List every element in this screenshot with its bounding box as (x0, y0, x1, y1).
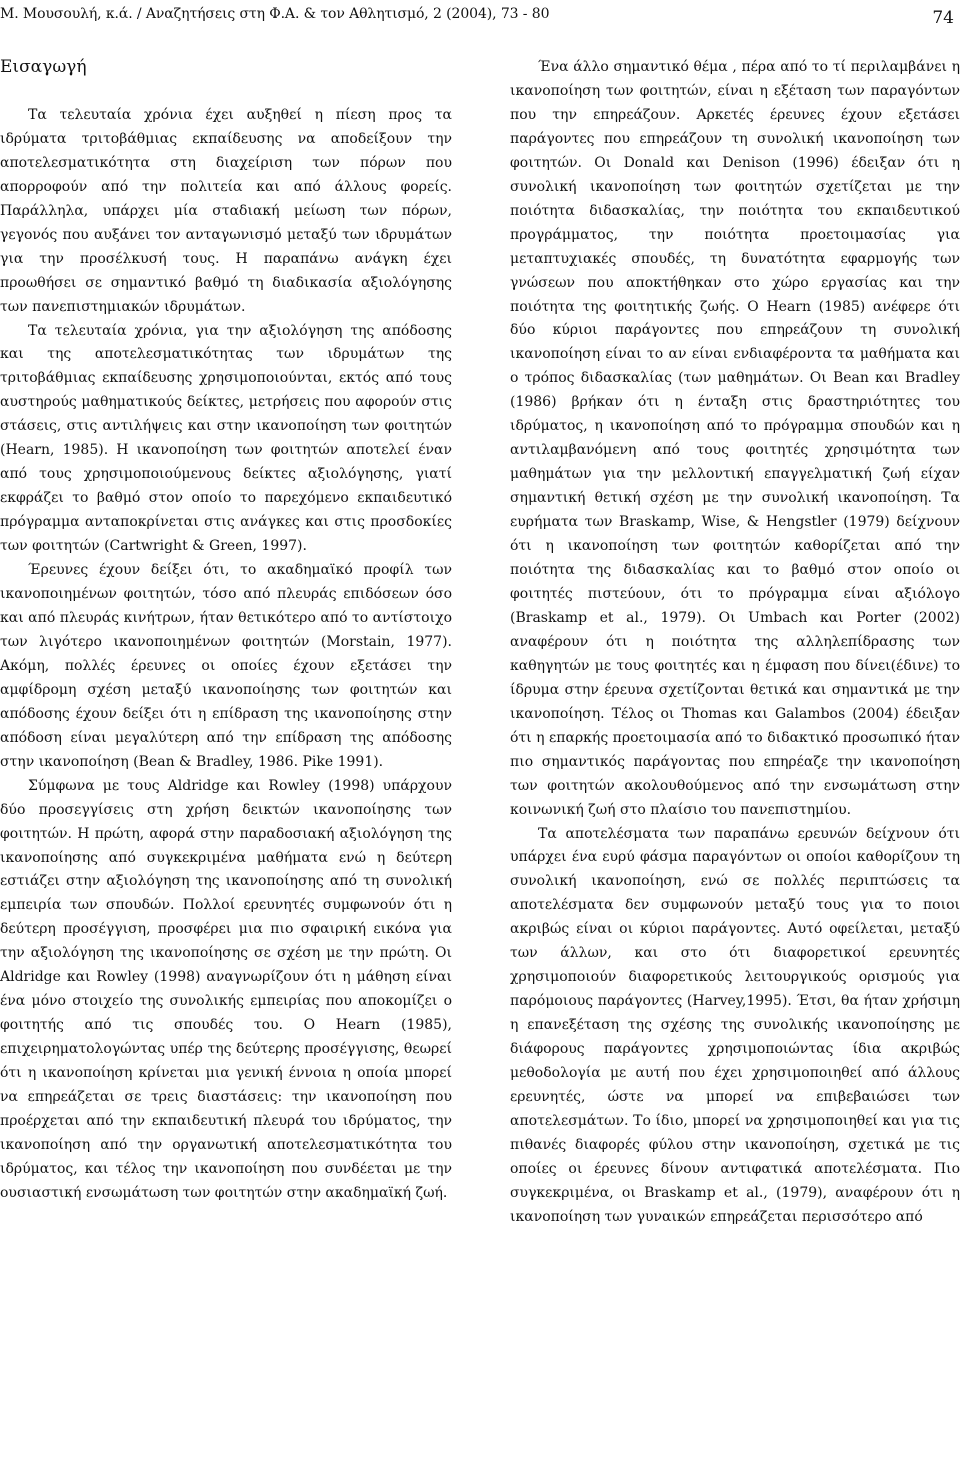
left-column (0, 56, 452, 1206)
paragraph: Τα αποτελέσματα των παραπάνω ερευνών δείχνουν ότι υπάρχει ένα ευρύ φάσμα παραγόντων οι οποίοι καθορίζουν τη συνολική ικανοποίηση, ενώ σε πολλές περιπτώσεις τα αποτελέσματα δεν συμφωνούν μεταξύ τους για το ποιοι ακριβώς είναι οι κύριοι παράγοντες. Αυτό οφείλεται, μεταξύ των άλλων, και στο ότι διαφορετικοί ερευνητές χρησιμοποιούν διαφορετικούς λειτουργικούς ορισμούς για παρόμοιους παράγοντες (Harvey,1995). Έτσι, θα ήταν χρήσιμη η επανεξέταση της σχέσης της συνολικής ικανοποίησης με διάφορους παράγοντες χρησιμοποιώντας ίδια ακριβώς μεθοδολογία με αυτή που έχει χρησιμοποιηθεί από άλλους ερευνητές, ώστε να μπορεί να επιβεβαιώσει των αποτελεσμάτων. Το ίδιο, μπορεί να χρησιμοποιηθεί και για τις πιθανές διαφορές φύλου στην ικανοποίηση, σχετικά με τις οποίες οι έρευνες δίνουν αντιφατικά αποτελέσματα. Πιο συγκεκριμένα, οι Braskamp et al., (1979), αναφέρουν ότι η ικανοποίηση των γυναικών επηρεάζεται περισσότερο από (510, 825, 960, 1225)
paragraph: Τα τελευταία χρόνια, για την αξιολόγηση της απόδοσης και της αποτελεσματικότητας των ιδρυμάτων της τριτοβάθμιας εκπαίδευσης χρησιμοποιούνται, εκτός από τους αυστηρούς μαθηματικούς δείκτες, μετρήσεις που αφορούν στις στάσεις, στις αντιλήψεις και στην ικανοποίηση των φοιτητών (Hearn, 1985). Η ικανοποίηση των φοιτητών αποτελεί έναν από τους χρησιμοποιούμενους δείκτες αξιολόγησης, γιατί εκφράζει το βαθμό στον οποίο το παρεχόμενο εκπαιδευτικό πρόγραμμα ανταποκρίνεται στις ανάγκες και στις προσδοκίες των φοιτητών (Cartwright & Green, 1997). (0, 322, 452, 555)
running-title: Μ. Μουσουλή, κ.ά. / Αναζητήσεις στη Φ.Α. & τον Αθλητισμό, 2 (2004), 73 - 80 (0, 6, 550, 22)
right-column (510, 56, 960, 1230)
page-number: 74 (932, 8, 954, 28)
paragraph: Ένα άλλο σημαντικό θέμα , πέρα από το τί περιλαμβάνει η ικανοποίηση των φοιτητών, είναι η εξέταση των παραγόντων που την επηρεάζουν. Αρκετές έρευνες έχουν εξετάσει παράγοντες που επηρεάζουν τη συνολική ικανοποίηση των φοιτητών. Οι Donald και Denison (1996) έδειξαν ότι η συνολική ικανοποίηση των φοιτητών σχετίζεται με την ποιότητα διδασκαλίας, την ποιότητα του εκπαιδευτικού προγράμματος, την ποιότητα προετοιμασίας για μεταπτυχιακές σπουδές, τη δυνατότητα εφαρμογής των γνώσεων που αποκτήθηκαν στο χώρο εργασίας και την ποιότητα της φοιτητικής ζωής. Ο Hearn (1985) ανέφερε ότι δύο κύριοι παράγοντες που επηρεάζουν τη συνολική ικανοποίηση είναι το αν είναι ενδιαφέροντα τα μαθήματα και ο τρόπος διδασκαλίας (των μαθημάτων. Οι Bean και Bradley (1986) βρήκαν ότι η ένταξη στις δραστηριότητες του ιδρύματος, η ικανοποίηση από το πρόγραμμα σπουδών και η αντιλαμβανόμενη από τους φοιτητές χρησιμότητα των μαθημάτων για την μελλοντική επαγγελματική ζωή είχαν σημαντική θετική σχέση με την συνολική ικανοποίηση. Τα ευρήματα των Braskamp, Wise, & Hengstler (1979) δείχνουν ότι η ικανοποίηση των φοιτητών καθορίζεται από την ποιότητα της διδασκαλίας και το βαθμό στον οποίο οι φοιτητές πιστεύουν, ότι το πρόγραμμα είναι αξιόλογο (Braskamp et al., 1979). Οι Umbach και Porter (2002) αναφέρουν ότι η ποιότητα της αλληλεπίδρασης των καθηγητών με τους φοιτητές και η έμφαση που δίνει(έδινε) το ίδρυμα στην έρευνα σχετίζονται θετικά και σημαντικά με την ικανοποίηση. Τέλος οι Thomas και Galambos (2004) έδειξαν ότι η επαρκής προετοιμασία από το διδακτικό προσωπικό ήταν πιο σημαντικός παράγοντας που επηρέαζε την ικανοποίηση των φοιτητών ακολουθούμενος από την ενσωμάτωση στην κοινωνική ζωή στο πλαίσιο του πανεπιστημίου. (510, 59, 960, 818)
page-header (0, 0, 960, 28)
paragraph: Τα τελευταία χρόνια έχει αυξηθεί η πίεση προς τα ιδρύματα τριτοβάθμιας εκπαίδευσης να αποδείξουν την αποτελεσματικότητα στη διαχείριση των πόρων που απορροφούν από την πολιτεία και από άλλους φορείς. Παράλληλα, υπάρχει μία σταδιακή μείωση των πόρων, γεγονός που αυξάνει τον ανταγωνισμό μεταξύ των ιδρυμάτων για την προσέλκυσή τους. Η παραπάνω ανάγκη έχει προωθήσει σε σημαντικό βαθμό τη διαδικασία αξιολόγησης των πανεπιστημιακών ιδρυμάτων. (0, 106, 452, 315)
paragraph: Σύμφωνα με τους Aldridge και Rowley (1998) υπάρχουν δύο προσεγγίσεις στη χρήση δεικτών ικανοποίησης των φοιτητών. Η πρώτη, αφορά στην παραδοσιακή αξιολόγηση της ικανοποίησης από συγκεκριμένα μαθήματα ενώ η δεύτερη εστιάζει στην αξιολόγηση της ικανοποίησης από τη συνολική εμπειρία των σπουδών. Πολλοί ερευνητές συμφωνούν ότι η δεύτερη προσέγγιση, προσφέρει μια πιο σφαιρική εικόνα για την αξιολόγηση της ικανοποίησης σε σχέση με την πρώτη. Οι Aldridge και Rowley (1998) αναγνωρίζουν ότι η μάθηση είναι ένα μόνο στοιχείο της συνολικής εμπειρίας που αποκομίζει ο φοιτητής από τις σπουδές του. Ο Hearn (1985), επιχειρηματολογώντας υπέρ της δεύτερης προσέγγισης, θεωρεί ότι η ικανοποίηση κρίνεται μια γενική έννοια η οποία μπορεί να επηρεάζεται σε τρεις διαστάσεις: την ικανοποίηση που προέρχεται από την εκπαιδευτική πλευρά του ιδρύματος, την ικανοποίηση από την οργανωτική αποτελεσματικότητα του ιδρύματος, και τέλος την ικανοποίηση που συνδέεται με την ουσιαστική ενσωμάτωση των φοιτητών στην ακαδημαϊκή ζωή. (0, 777, 452, 1201)
section-heading: Εισαγωγή (0, 57, 87, 77)
paragraph: Έρευνες έχουν δείξει ότι, το ακαδημαϊκό προφίλ των ικανοποιημένων φοιτητών, τόσο από πλευράς επιδόσεων όσο και από πλευράς κινήτρων, ήταν θετικότερο από το αντίστοιχο των λιγότερο ικανοποιημένων φοιτητών (Morstain, 1977). Ακόμη, πολλές έρευνες οι οποίες έχουν εξετάσει την αμφίδρομη σχέση μεταξύ ικανοποίησης των φοιτητών και απόδοσης έχουν δείξει ότι η επίδραση της ικανοποίησης στην απόδοση είναι μεγαλύτερη από την επίδραση της απόδοσης στην ικανοποίηση (Bean & Bradley, 1986. Pike 1991). (0, 562, 452, 770)
